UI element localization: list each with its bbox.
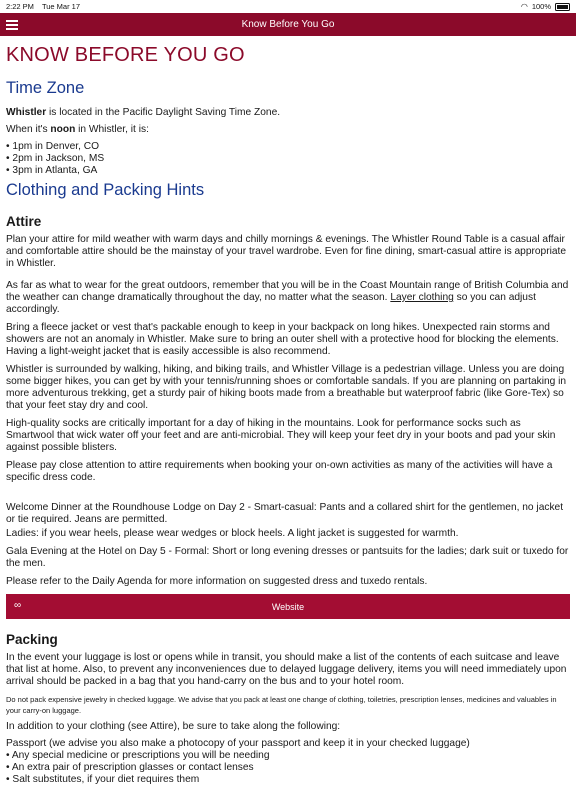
main-content[interactable]	[6, 36, 570, 785]
wifi-icon: ◠	[520, 2, 528, 11]
status-time: 2:22 PM	[6, 2, 34, 11]
attire-paragraph: High-quality socks are critically important for a day of hiking in the mountains. Look for performance socks such as Smartwool that wick water off your feet and are anti-microbial. They will keep your feet dry in your boots and pad your skin against possible blisters.	[6, 418, 556, 453]
packing-paragraph: Do not pack expensive jewelry in checked luggage. We advise that you pack at least one change of clothing, toiletries, prescription lenses, medicines and valuables in your carry-on luggage.	[6, 695, 557, 715]
nav-bar	[0, 13, 576, 36]
attire-paragraph: Please pay close attention to attire requirements when booking your on-own activities as many of the activities will have a specific dress code.	[6, 460, 553, 483]
section-heading-time-zone: Time Zone	[6, 79, 85, 97]
layer-clothing-link[interactable]: Layer clothing	[390, 292, 454, 303]
status-bar	[0, 0, 576, 13]
attire-paragraph: Whistler is surrounded by walking, hiking, and biking trails, and Whistler Village is a pedestrian village. Unless you are doing some bigger hikes, you can get by with your tennis/running shoes or comfortable sandals. If you are planning on partaking in more adventurous trekking, get a sturdy pair of hiking boots made from a breathable but waterproof fabric (like Gore-Tex) so that your feet stay dry and cool.	[6, 364, 567, 411]
packing-list	[6, 738, 570, 786]
subheading-packing: Packing	[6, 632, 58, 647]
menu-icon[interactable]	[6, 18, 18, 30]
packing-paragraph: In the event your luggage is lost or opens while in transit, you should make a list of the contents of each suitcase and leave that list at home. Also, to prevent any inconveniences due to delayed luggage delivery, items you will need immediately upon arrival should be packed in a bag that you hand-carry on the bus and to your hotel room.	[6, 652, 567, 687]
packing-paragraph: In addition to your clothing (see Attire), be sure to take along the following:	[6, 721, 341, 732]
section-heading-clothing: Clothing and Packing Hints	[6, 181, 205, 199]
subheading-attire: Attire	[6, 214, 42, 229]
attire-paragraph: Gala Evening at the Hotel on Day 5 - Formal: Short or long evening dresses or pantsuits for the ladies; dark suit or tuxedo for the men.	[6, 546, 569, 569]
list-item: • Any special medicine or prescriptions you will be needing	[6, 750, 270, 761]
website-button-label: Website	[271, 601, 305, 612]
timezone-list	[6, 141, 570, 177]
list-item: • 3pm in Atlanta, GA	[6, 165, 98, 176]
status-date: Tue Mar 17	[41, 2, 81, 11]
battery-icon	[555, 3, 570, 11]
timezone-line1: Whistler is located in the Pacific Daylight Saving Time Zone.	[6, 107, 281, 118]
list-item: • Salt substitutes, if your diet requires them	[6, 774, 200, 785]
nav-title: Know Before You Go	[241, 19, 335, 30]
attire-paragraph: Plan your attire for mild weather with warm days and chilly mornings & evenings. The Whistler Round Table is a casual affair and comfortable attire should be the mainstay of your travel wardrobe. Even for fine dining, smart-casual attire is appropriate in Whistler.	[6, 234, 567, 269]
attire-paragraph: Please refer to the Daily Agenda for more information on suggested dress and tuxedo rentals.	[6, 576, 428, 587]
list-item: • An extra pair of prescription glasses or contact lenses	[6, 762, 254, 773]
link-icon: ∞	[14, 600, 22, 611]
list-item: • 2pm in Jackson, MS	[6, 153, 105, 164]
timezone-line2: When it's noon in Whistler, it is:	[6, 124, 149, 135]
attire-paragraph: Bring a fleece jacket or vest that's packable enough to keep in your backpack on long hikes. Unexpected rain storms and showers are not an anomaly in Whistler. Make sure to bring an outer shell with a protective hood for blocking the elements. Having a light-weight jacket that is easily accessible is also recommend.	[6, 322, 559, 357]
page-title: KNOW BEFORE YOU GO	[6, 44, 245, 66]
attire-paragraph: As far as what to wear for the great outdoors, remember that you will be in the Coast Mountain range of British Columbia and the weather can change dramatically throughout the day, no matter what the season. Layer clothing so you can adjust accordingly.	[6, 280, 569, 315]
attire-paragraph: Welcome Dinner at the Roundhouse Lodge on Day 2 - Smart-casual: Pants and a collared shirt for the gentlemen, no jacket or tie required. Jeans are permitted.	[6, 502, 564, 525]
website-button[interactable]	[6, 594, 570, 619]
attire-paragraph: Ladies: if you wear heels, please wear wedges or block heels. A light jacket is suggested for warmth.	[6, 528, 459, 539]
list-item: Passport (we advise you also make a photocopy of your passport and keep it in your checked luggage)	[6, 738, 470, 749]
battery-percent: 100%	[531, 2, 551, 11]
list-item: • 1pm in Denver, CO	[6, 141, 100, 152]
